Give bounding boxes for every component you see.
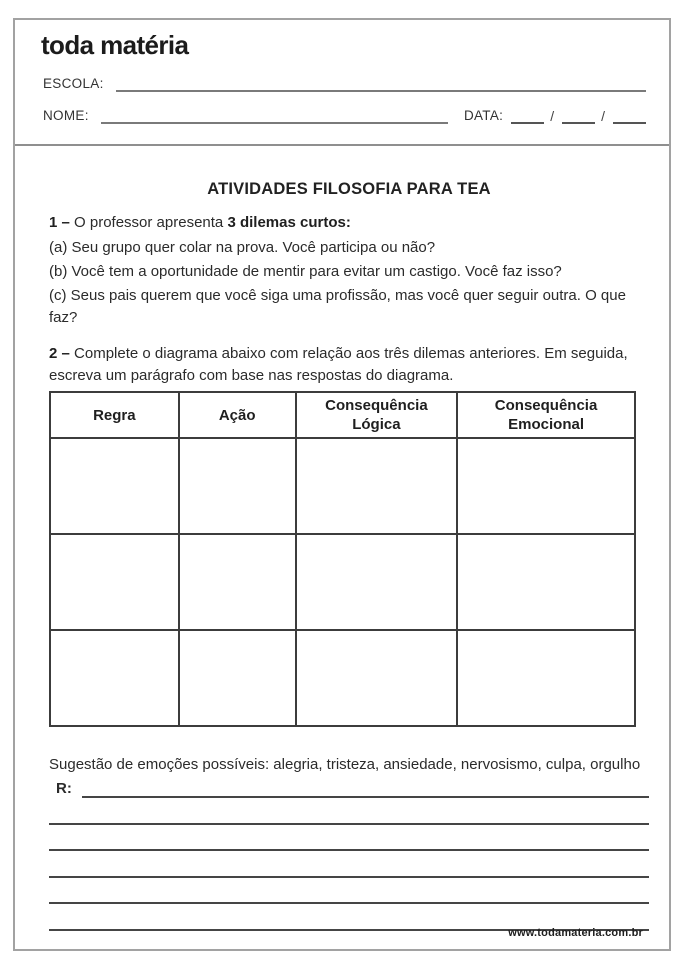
question-1-number: 1 – xyxy=(49,214,70,231)
dilemma-item-c: (c) Seus pais querem que você siga uma profissão, mas você quer seguir outra. O que faz? xyxy=(49,287,626,326)
table-row xyxy=(50,534,635,630)
table-cell xyxy=(296,438,457,534)
table-cell xyxy=(457,534,635,630)
answer-line xyxy=(49,878,649,905)
name-label: NOME: xyxy=(43,108,89,123)
dilemma-item-b: (b) Você tem a oportunidade de mentir para evitar um castigo. Você faz isso? xyxy=(49,263,562,280)
table-cell xyxy=(50,534,179,630)
answer-line xyxy=(49,798,649,825)
activity-box xyxy=(15,144,669,951)
name-blank-line xyxy=(101,122,448,124)
worksheet-page xyxy=(13,18,671,951)
table-cell xyxy=(457,630,635,726)
table-cell xyxy=(50,438,179,534)
answer-row xyxy=(49,778,649,798)
date-slash: / xyxy=(550,108,555,124)
table-cell xyxy=(179,630,296,726)
table-cell xyxy=(296,534,457,630)
name-date-row xyxy=(43,106,646,124)
date-slash: / xyxy=(601,108,605,124)
consequences-table xyxy=(49,391,636,727)
question-2-text: Complete o diagrama abaixo com relação aos três dilemas anteriores. Em seguida, escreva um parágrafo com base nas respostas do diagrama. xyxy=(49,345,628,384)
question-2-number: 2 – xyxy=(49,345,70,362)
school-blank-line xyxy=(116,90,646,92)
table-cell xyxy=(296,630,457,726)
col-header-regra: Regra xyxy=(50,392,179,438)
date-label: DATA: xyxy=(463,108,504,123)
dilemma-item-a: (a) Seu grupo quer colar na prova. Você participa ou não? xyxy=(49,239,436,256)
school-label: ESCOLA: xyxy=(43,76,104,91)
date-month-blank xyxy=(562,122,595,124)
answer-label: R: xyxy=(56,780,72,797)
col-header-acao: Ação xyxy=(179,392,296,438)
answer-line xyxy=(82,796,649,798)
table-cell xyxy=(457,438,635,534)
question-1-intro xyxy=(49,212,649,234)
table-cell xyxy=(50,630,179,726)
answer-line xyxy=(49,851,649,878)
worksheet-title: ATIVIDADES FILOSOFIA PARA TEA xyxy=(207,180,491,198)
answer-line xyxy=(49,825,649,852)
question-1-text: O professor apresenta xyxy=(74,214,224,231)
table-row xyxy=(50,438,635,534)
footer-url: www.todamateria.com.br xyxy=(508,927,643,939)
suggestion-text: Sugestão de emoções possíveis: alegria, tristeza, ansiedade, nervosismo, culpa, orgulho xyxy=(49,756,641,773)
table-cell xyxy=(179,534,296,630)
brand-logo: toda matéria xyxy=(41,30,189,60)
table-cell xyxy=(179,438,296,534)
table-header-row xyxy=(50,392,635,438)
question-1-bold-text: 3 dilemas curtos: xyxy=(227,214,351,231)
school-field xyxy=(43,74,646,92)
question-2 xyxy=(49,343,649,387)
table-row xyxy=(50,630,635,726)
page-header xyxy=(15,20,669,144)
date-year-blank xyxy=(613,122,646,124)
col-header-consequencia-emocional: Consequência Emocional xyxy=(457,392,635,438)
col-header-consequencia-logica: Consequência Lógica xyxy=(296,392,457,438)
date-day-blank xyxy=(511,122,544,124)
